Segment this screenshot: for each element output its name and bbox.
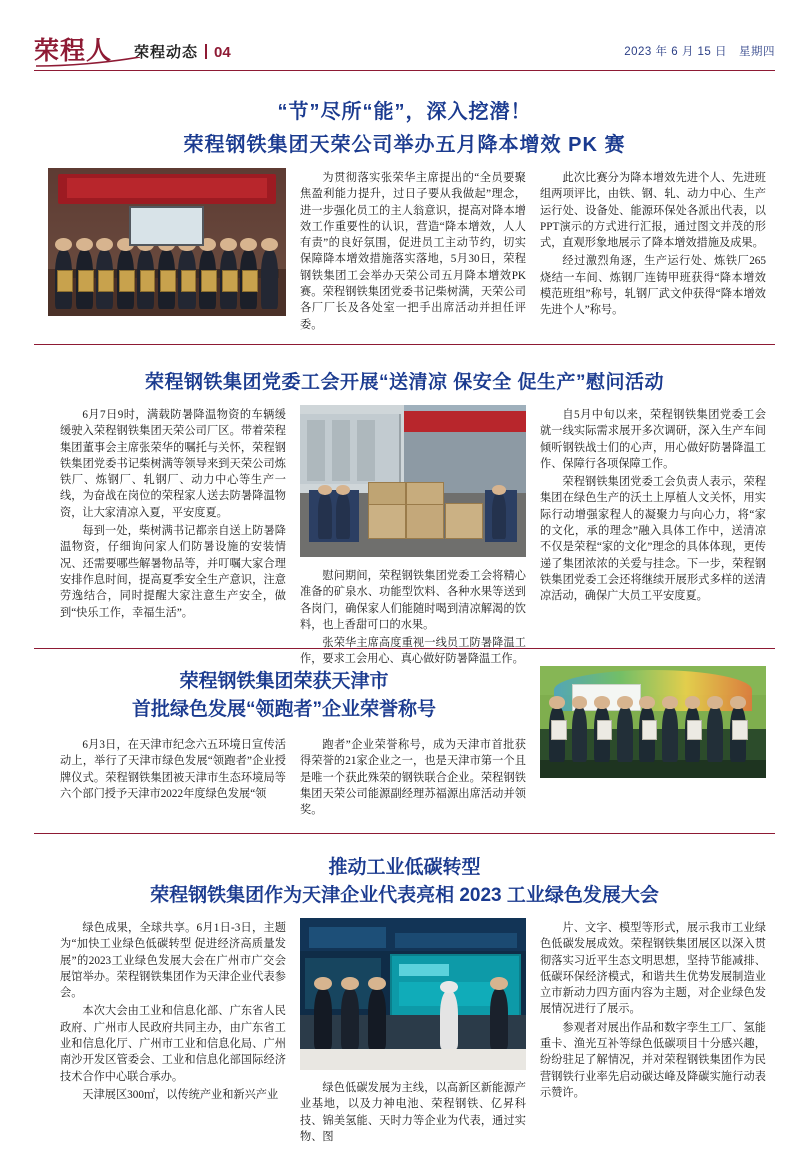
article-pk-headline-2: 荣程钢铁集团天荣公司举办五月降本增效 PK 赛 — [183, 134, 626, 156]
paragraph: 为贯彻落实张荣华主席提出的“全员要聚焦盈利能力提升，过日子要从我做起”理念，进一步强化员工的主人翁意识，提高对降本增效工作重要性的认识，营造“降本增效，人人有责”的良好氛围，促进员工主动节约，切实保障降本增效措施落实落地，5月30日，荣程钢铁集团工会举办天荣公司五月降本增效PK赛。荣程钢铁集团党委书记柴树满，天荣公司各厂厂长及各处室一把手出席活动并担任评委。 — [300, 172, 526, 331]
article-songqingliang-column-1 — [60, 407, 286, 623]
paragraph: 6月7日9时，满载防暑降温物资的车辆缓缓驶入荣程钢铁集团天荣公司厂区。带着荣程集团董事会主席张荣华的嘱托与关怀，荣程钢铁集团党委书记柴树满等领导来到天荣公司炼铁厂、炼钢厂、轧钢厂、动力中心等生产一线，为奋战在岗位的荣程家人送去防暑降温物资，让大家清凉入夏，平安度夏。 — [60, 409, 286, 519]
article-divider-3 — [34, 833, 775, 834]
article-lingpaozhe-column-2 — [300, 737, 526, 820]
pk-award-ceremony-photo — [48, 168, 286, 316]
masthead — [34, 34, 775, 68]
article-songqingliang-column-2 — [300, 568, 526, 670]
article-ditan-headline-1: 推动工业低碳转型 — [328, 857, 481, 878]
logo-swoosh-icon — [36, 57, 140, 67]
paragraph: 经过激烈角逐，生产运行处、炼铁厂265烧结一车间、炼钢厂连铸甲班获得“降本增效模范班组”称号，轧钢厂武文仲获得“降本增效先进个人”称号。 — [540, 255, 766, 317]
paragraph: 6月3日，在天津市纪念六五环境日宣传活动上，举行了天津市绿色发展“领跑者”企业授牌仪式。荣程钢铁集团被天津市生态环境局等六个部门授予天津市2022年度绿色发展“领 — [60, 739, 286, 800]
article-pk-headline-1: “节”尽所“能”，深入挖潜！ — [277, 101, 532, 123]
article-lingpaozhe-headline-1: 荣程钢铁集团荣获天津市 — [179, 671, 389, 692]
paragraph: 绿色低碳发展为主线，以高新区新能源产业基地，以及力神电池、荣程钢铁、亿昇科技、锦美氢能、天时力等企业为代表，通过实物、图 — [300, 1082, 526, 1143]
article-ditan-column-1 — [60, 920, 286, 1105]
article-divider-1 — [34, 344, 775, 345]
article-ditan-column-2 — [300, 1080, 526, 1147]
paragraph: 片、文字、模型等形式，展示我市工业绿色低碳发展成效。荣程钢铁集团展区以深入贯彻落实习近平生态文明思想，坚持节能减排、低碳环保经济模式，和谐共生优势发展制造业立市新动力四方面内容为主题，对企业绿色发展情况进行了展示。 — [540, 922, 766, 1016]
article-songqingliang-column-3 — [540, 407, 766, 607]
paragraph: 跑者”企业荣誉称号，成为天津市首批获得荣誉的21家企业之一，也是天津市第一个且是唯一个获此殊荣的钢铁联合企业。荣程钢铁集团天荣公司能源副经理苏福源出席活动并领奖。 — [300, 739, 526, 817]
paragraph: 自5月中旬以来，荣程钢铁集团党委工会就一线实际需求展开多次调研，深入生产车间倾听钢铁战士们的心声，用心做好防暑降温工作、保障行各项保障工作。 — [540, 409, 766, 470]
article-pk-column-1 — [300, 170, 526, 335]
paragraph: 荣程钢铁集团党委工会负责人表示，荣程集团在绿色生产的沃土上厚植人文关怀，用实际行动增强家程人的凝聚力与向心力，将“家的文化，承的理念”融入具体工作中，送清凉不仅是荣程“家的文化”理念的具体体现，更传递了集团浓浓的关爱与挂念。下一步，荣程钢铁集团党委工会还将继续开展形式多样的送清凉活动，确保广大员工平安度夏。 — [540, 476, 766, 603]
condolence-visit-photo — [300, 405, 526, 557]
article-divider-2 — [34, 648, 775, 649]
article-ditan-column-3 — [540, 920, 766, 1103]
green-development-award-photo — [540, 666, 766, 778]
article-lingpaozhe-headline-2: 首批绿色发展“领跑者”企业荣誉称号 — [131, 699, 436, 720]
section-divider — [205, 44, 207, 59]
paragraph: 绿色成果，全球共享。6月1日-3日，主题为“加快工业绿色低碳转型 促进经济高质量发展”的2023工业绿色发展大会在广州市广交会展馆举办。荣程钢铁集团作为天津企业代表参会。 — [60, 922, 286, 1000]
article-ditan-headline-2: 荣程钢铁集团作为天津企业代表亮相 2023 工业绿色发展大会 — [150, 885, 659, 906]
section-name: 荣程动态 — [134, 43, 199, 61]
paragraph: 张荣华主席高度重视一线员工防暑降温工作，要求工会用心、真心做好防暑降温工作。 — [300, 637, 526, 666]
article-songqingliang-headline: 荣程钢铁集团党委工会开展“送清凉 保安全 促生产”慰问活动 — [144, 372, 665, 393]
issue-date: 2023 年 6 月 15 日 星期四 — [624, 46, 775, 58]
publication-logo: 荣程人 — [34, 37, 113, 65]
paragraph: 此次比赛分为降本增效先进个人、先进班组两项评比，由铁、钢、轧、动力中心、生产运行处、设备处、能源环保处各派出代表，以PPT演示的方式进行汇报，通过图文并茂的形式，直观形象地展示了降本增效措施及成果。 — [540, 172, 766, 250]
paragraph: 天津展区300㎡，以传统产业和新兴产业 — [82, 1088, 279, 1101]
page-number: 04 — [214, 43, 231, 61]
paragraph: 每到一处，柴树满书记都亲自送上防暑降温物资，仔细询问家人们防暑设施的安装情况、还需要哪些解暑物品等，并叮嘱大家合理安排作息时间，提高夏季安全生产意识，注意劳逸结合，同时提醒大家注意生产安全，做到“快乐工作，幸福生活”。 — [60, 525, 286, 619]
article-pk-column-2 — [540, 170, 766, 321]
article-lingpaozhe-column-1 — [60, 737, 286, 804]
masthead-rule — [34, 70, 775, 71]
expo-booth-photo — [300, 918, 526, 1070]
paragraph: 参观者对展出作品和数字孪生工厂、氢能重卡、渔光互补等绿色低碳项目十分感兴趣，纷纷驻足了解情况，并对荣程钢铁集团作为民营钢铁行业率先启动碳达峰及降碳实施行动表示赞许。 — [540, 1021, 766, 1099]
section-indicator — [134, 41, 231, 62]
paragraph: 本次大会由工业和信息化部、广东省人民政府、广州市人民政府共同主办，由广东省工业和信息化厅、广州市工业和信息化局、广州南沙开发区管委会、工业和信息化部国际经济技术合作中心联合承办。 — [60, 1005, 286, 1083]
paragraph: 慰问期间，荣程钢铁集团党委工会将精心准备的矿泉水、功能型饮料、各种水果等送到各岗门，确保家人们能随时喝到清凉解渴的饮料，也上香甜可口的水果。 — [300, 570, 526, 631]
